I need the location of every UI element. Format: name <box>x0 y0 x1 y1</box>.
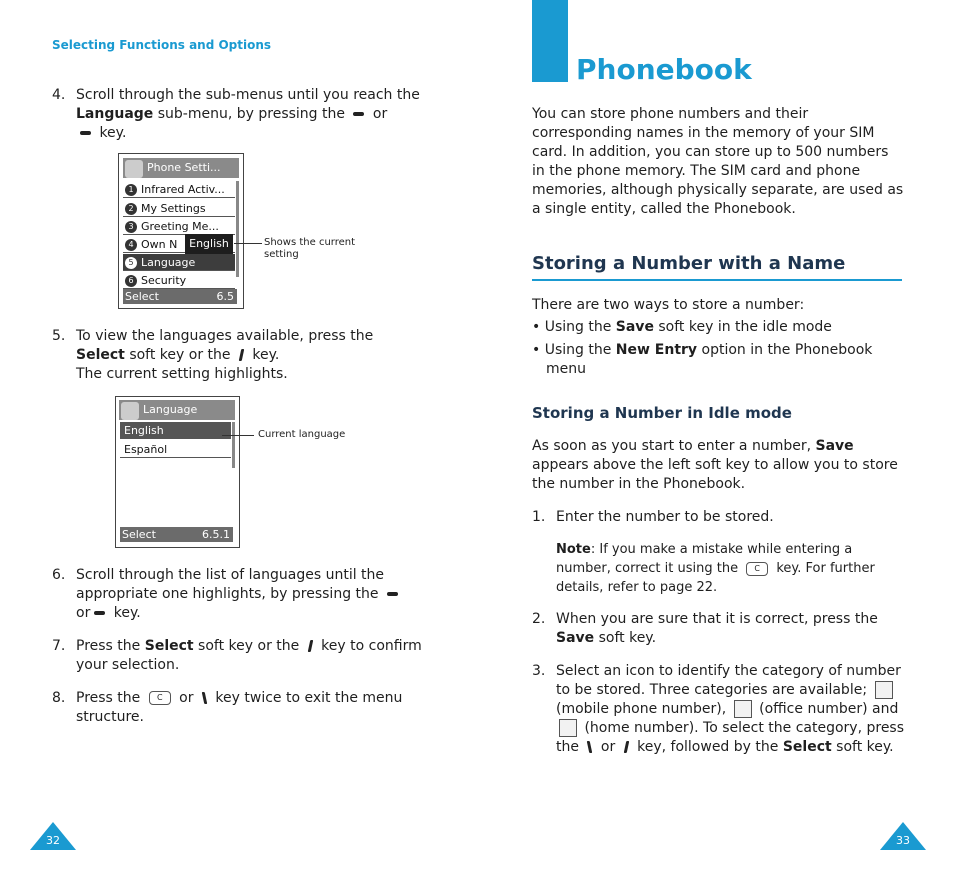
section-heading: Storing a Number with a Name <box>532 253 846 274</box>
page-number-left: 32 <box>30 822 76 848</box>
title-accent-bar <box>532 0 568 82</box>
step-4: 4. Scroll through the sub-menus until you reach the Language sub-menu, by pressing the or key. <box>52 87 420 141</box>
right-key-icon <box>623 741 629 753</box>
language-option: Español <box>120 441 231 458</box>
down-key-icon <box>353 112 364 116</box>
scrollbar <box>236 181 239 277</box>
menu-item-selected: 5 Language <box>123 254 235 271</box>
menu-item: 4 Own N <box>123 236 235 253</box>
phone-screen-settings <box>118 153 244 309</box>
screen-title-bar: Phone Setti... <box>123 158 239 178</box>
down-key-icon <box>387 592 398 596</box>
current-setting-popup: English <box>185 234 233 254</box>
phone-settings-icon <box>121 402 139 420</box>
step-7: 7. Press the Select soft key or the key to confirm your selection. <box>52 638 422 673</box>
end-key-icon <box>202 692 208 704</box>
home-icon <box>559 719 577 737</box>
step-3: 3. Select an icon to identify the category of number to be stored. Three categories are available; (mobile phone number), (office number) and (home number). To select the category, press the or key, followed by the Select soft key. <box>532 663 905 755</box>
scrollbar <box>232 422 235 468</box>
page-title: Phonebook <box>576 53 752 86</box>
ways-intro: There are two ways to store a number: <box>532 297 805 313</box>
language-option-selected: English <box>120 422 231 439</box>
step-2: 2. When you are sure that it is correct, press the Save soft key. <box>532 611 878 646</box>
step-1: 1. Enter the number to be stored. <box>532 509 774 525</box>
note: Note: If you make a mistake while entering a number, correct it using the C key. For further details, refer to page 22. <box>556 542 875 595</box>
menu-item: 6 Security <box>123 272 235 289</box>
select-key-icon <box>239 349 245 361</box>
left-key-icon <box>587 741 593 753</box>
idle-paragraph: As soon as you start to enter a number, Save appears above the left soft key to allow you to store the number in the Phonebook. <box>532 438 898 492</box>
up-key-icon <box>80 131 91 135</box>
intro-paragraph: You can store phone numbers and their corresponding names in the memory of your SIM card. In addition, you can store up to 500 numbers in the phone memory. The SIM card and phone memories, although physically separate, are used as a single entity, called the Phonebook. <box>532 106 904 217</box>
menu-item: 2 My Settings <box>123 200 235 217</box>
softkey-bar: Select 6.5 <box>123 289 237 304</box>
subsection-heading: Storing a Number in Idle mode <box>532 404 792 422</box>
select-key-icon <box>307 640 313 652</box>
section-rule <box>532 279 902 281</box>
phone-screen-language <box>115 396 240 548</box>
step-5: 5. To view the languages available, press the Select soft key or the key. The current setting highlights. <box>52 328 374 382</box>
softkey-bar: Select 6.5.1 <box>120 527 233 542</box>
step-8: 8. Press the C or key twice to exit the menu structure. <box>52 690 403 725</box>
callout-line <box>234 243 262 244</box>
menu-item: 1 Infrared Activ... <box>123 181 235 198</box>
menu-item: 3 Greeting Me... <box>123 218 235 235</box>
step-6: 6. Scroll through the list of languages until the appropriate one highlights, by pressing the or key. <box>52 566 432 623</box>
c-key-icon: C <box>746 562 768 576</box>
callout-line <box>222 435 254 436</box>
bullet-save: • Using the Save soft key in the idle mode <box>532 319 832 335</box>
callout-current-language: Current language <box>258 429 346 440</box>
up-key-icon <box>94 611 105 615</box>
mobile-phone-icon <box>875 681 893 699</box>
screen-title-bar: Language <box>119 400 235 420</box>
page-number-right: 33 <box>880 822 926 848</box>
callout-current-setting: Shows the current setting <box>264 237 356 260</box>
phone-settings-icon <box>125 160 143 178</box>
running-header: Selecting Functions and Options <box>52 38 272 52</box>
office-icon <box>734 700 752 718</box>
c-key-icon: C <box>149 691 171 705</box>
bullet-new-entry: • Using the New Entry option in the Phonebook menu <box>532 342 873 377</box>
